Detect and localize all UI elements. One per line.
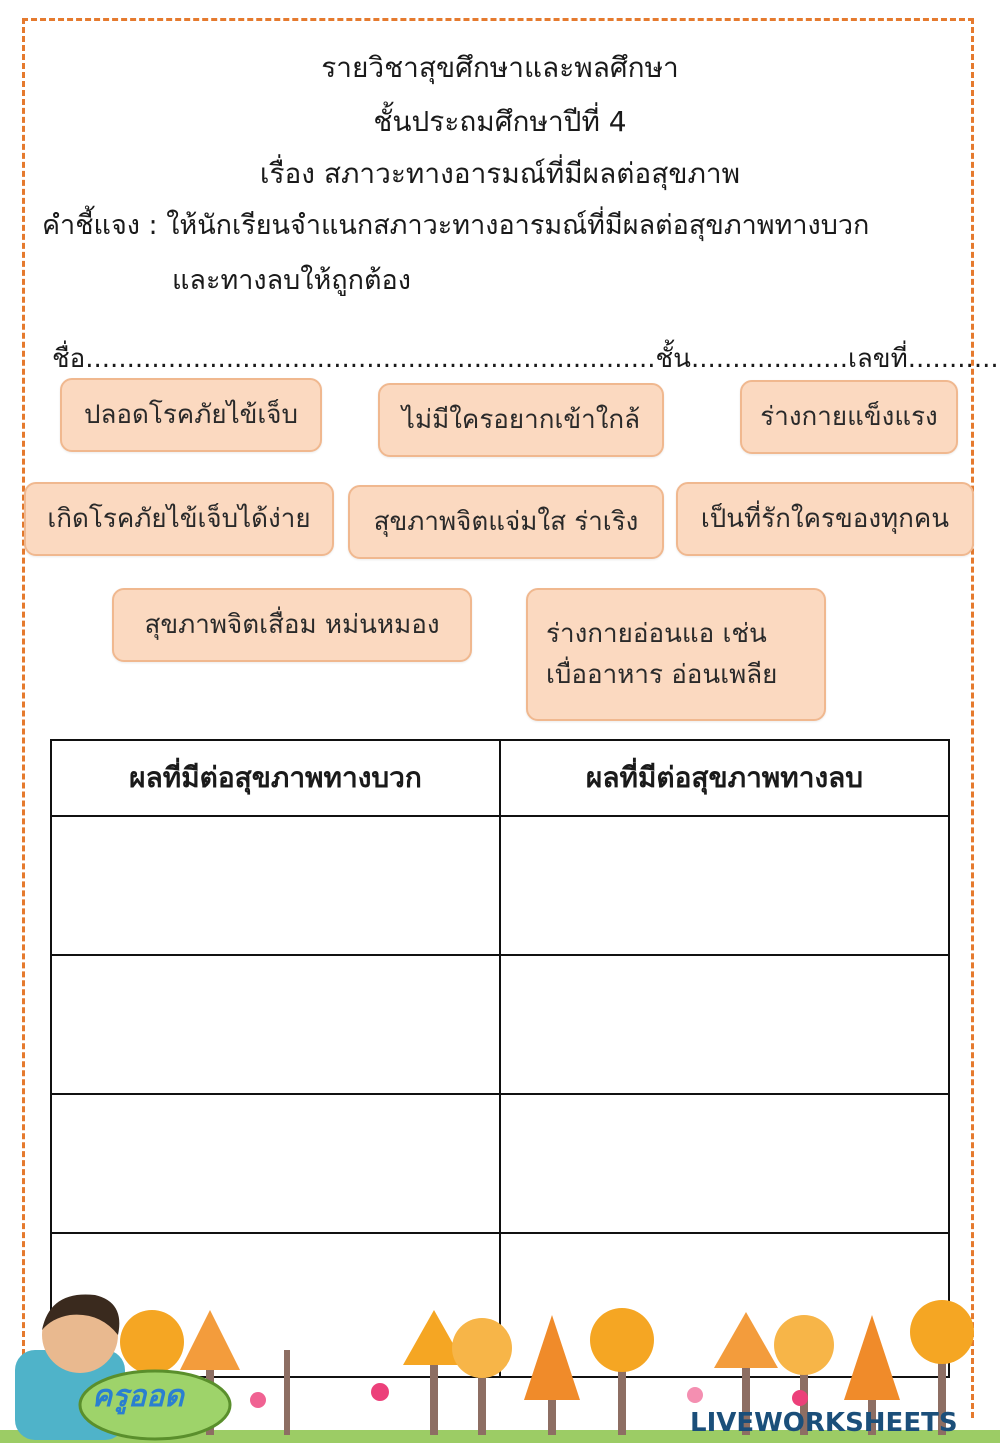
grade-title: ชั้นประถมศึกษาปีที่ 4 <box>373 105 627 138</box>
answer-card-label: สุขภาพจิตแจ่มใส ร่าเริง <box>373 506 639 537</box>
negative-column-header: ผลที่มีต่อสุขภาพทางลบ <box>500 740 949 816</box>
student-info-line: ชื่อ.....................................................................ชั้น...................เลขที่........... <box>52 344 999 374</box>
answer-card-label: ไม่มีใครอยากเข้าใกล้ <box>401 404 641 435</box>
answer-card-label: เป็นที่รักใครของทุกคน <box>700 503 950 534</box>
flower-icon <box>371 1383 389 1401</box>
positive-drop-cell[interactable] <box>51 955 500 1094</box>
tree-icon <box>284 1350 290 1435</box>
answer-card-label: เกิดโรคภัยไข้เจ็บได้ง่าย <box>47 503 311 534</box>
answer-card-label-line-1: ร่างกายอ่อนแอ เช่น <box>546 619 767 650</box>
classification-table <box>50 739 950 1378</box>
topic-title: เรื่อง สภาวะทางอารมณ์ที่มีผลต่อสุขภาพ <box>259 157 741 190</box>
answer-card-label-line-2: เบื่ออาหาร อ่อนเพลีย <box>546 659 778 690</box>
negative-drop-cell[interactable] <box>500 1094 949 1233</box>
tree-icon <box>524 1315 580 1435</box>
positive-drop-cell[interactable] <box>51 816 500 955</box>
answer-card[interactable] <box>112 588 472 662</box>
positive-drop-cell[interactable] <box>51 1094 500 1233</box>
answer-card[interactable] <box>378 383 664 457</box>
flower-icon <box>687 1387 703 1403</box>
answer-card-label: สุขภาพจิตเสื่อม หม่นหมอง <box>144 609 440 640</box>
liveworksheets-logo: LIVEWORKSHEETS <box>690 1408 958 1438</box>
answer-card-label: ร่างกายแข็งแรง <box>760 401 938 432</box>
positive-column-header: ผลที่มีต่อสุขภาพทางบวก <box>51 740 500 816</box>
answer-card[interactable] <box>60 378 322 452</box>
answer-card-label: ปลอดโรคภัยไข้เจ็บ <box>83 399 299 430</box>
instruction-line-1: คำชี้แจง : ให้นักเรียนจำแนกสภาวะทางอารมณ์ที่มีผลต่อสุขภาพทางบวก <box>42 210 870 241</box>
answer-card[interactable] <box>348 485 664 559</box>
answer-card[interactable] <box>676 482 974 556</box>
teacher-badge: ครูออด <box>92 1379 184 1414</box>
tree-icon <box>590 1308 654 1435</box>
negative-drop-cell[interactable] <box>500 955 949 1094</box>
subject-title: รายวิชาสุขศึกษาและพลศึกษา <box>321 51 679 84</box>
answer-card[interactable] <box>526 588 826 721</box>
answer-card[interactable] <box>740 380 958 454</box>
answer-card[interactable] <box>24 482 334 556</box>
instruction-line-2: และทางลบให้ถูกต้อง <box>172 265 411 296</box>
flower-icon <box>250 1392 266 1408</box>
negative-drop-cell[interactable] <box>500 816 949 955</box>
tree-icon <box>452 1318 512 1435</box>
flower-icon <box>792 1390 808 1406</box>
tree-icon <box>403 1310 465 1435</box>
